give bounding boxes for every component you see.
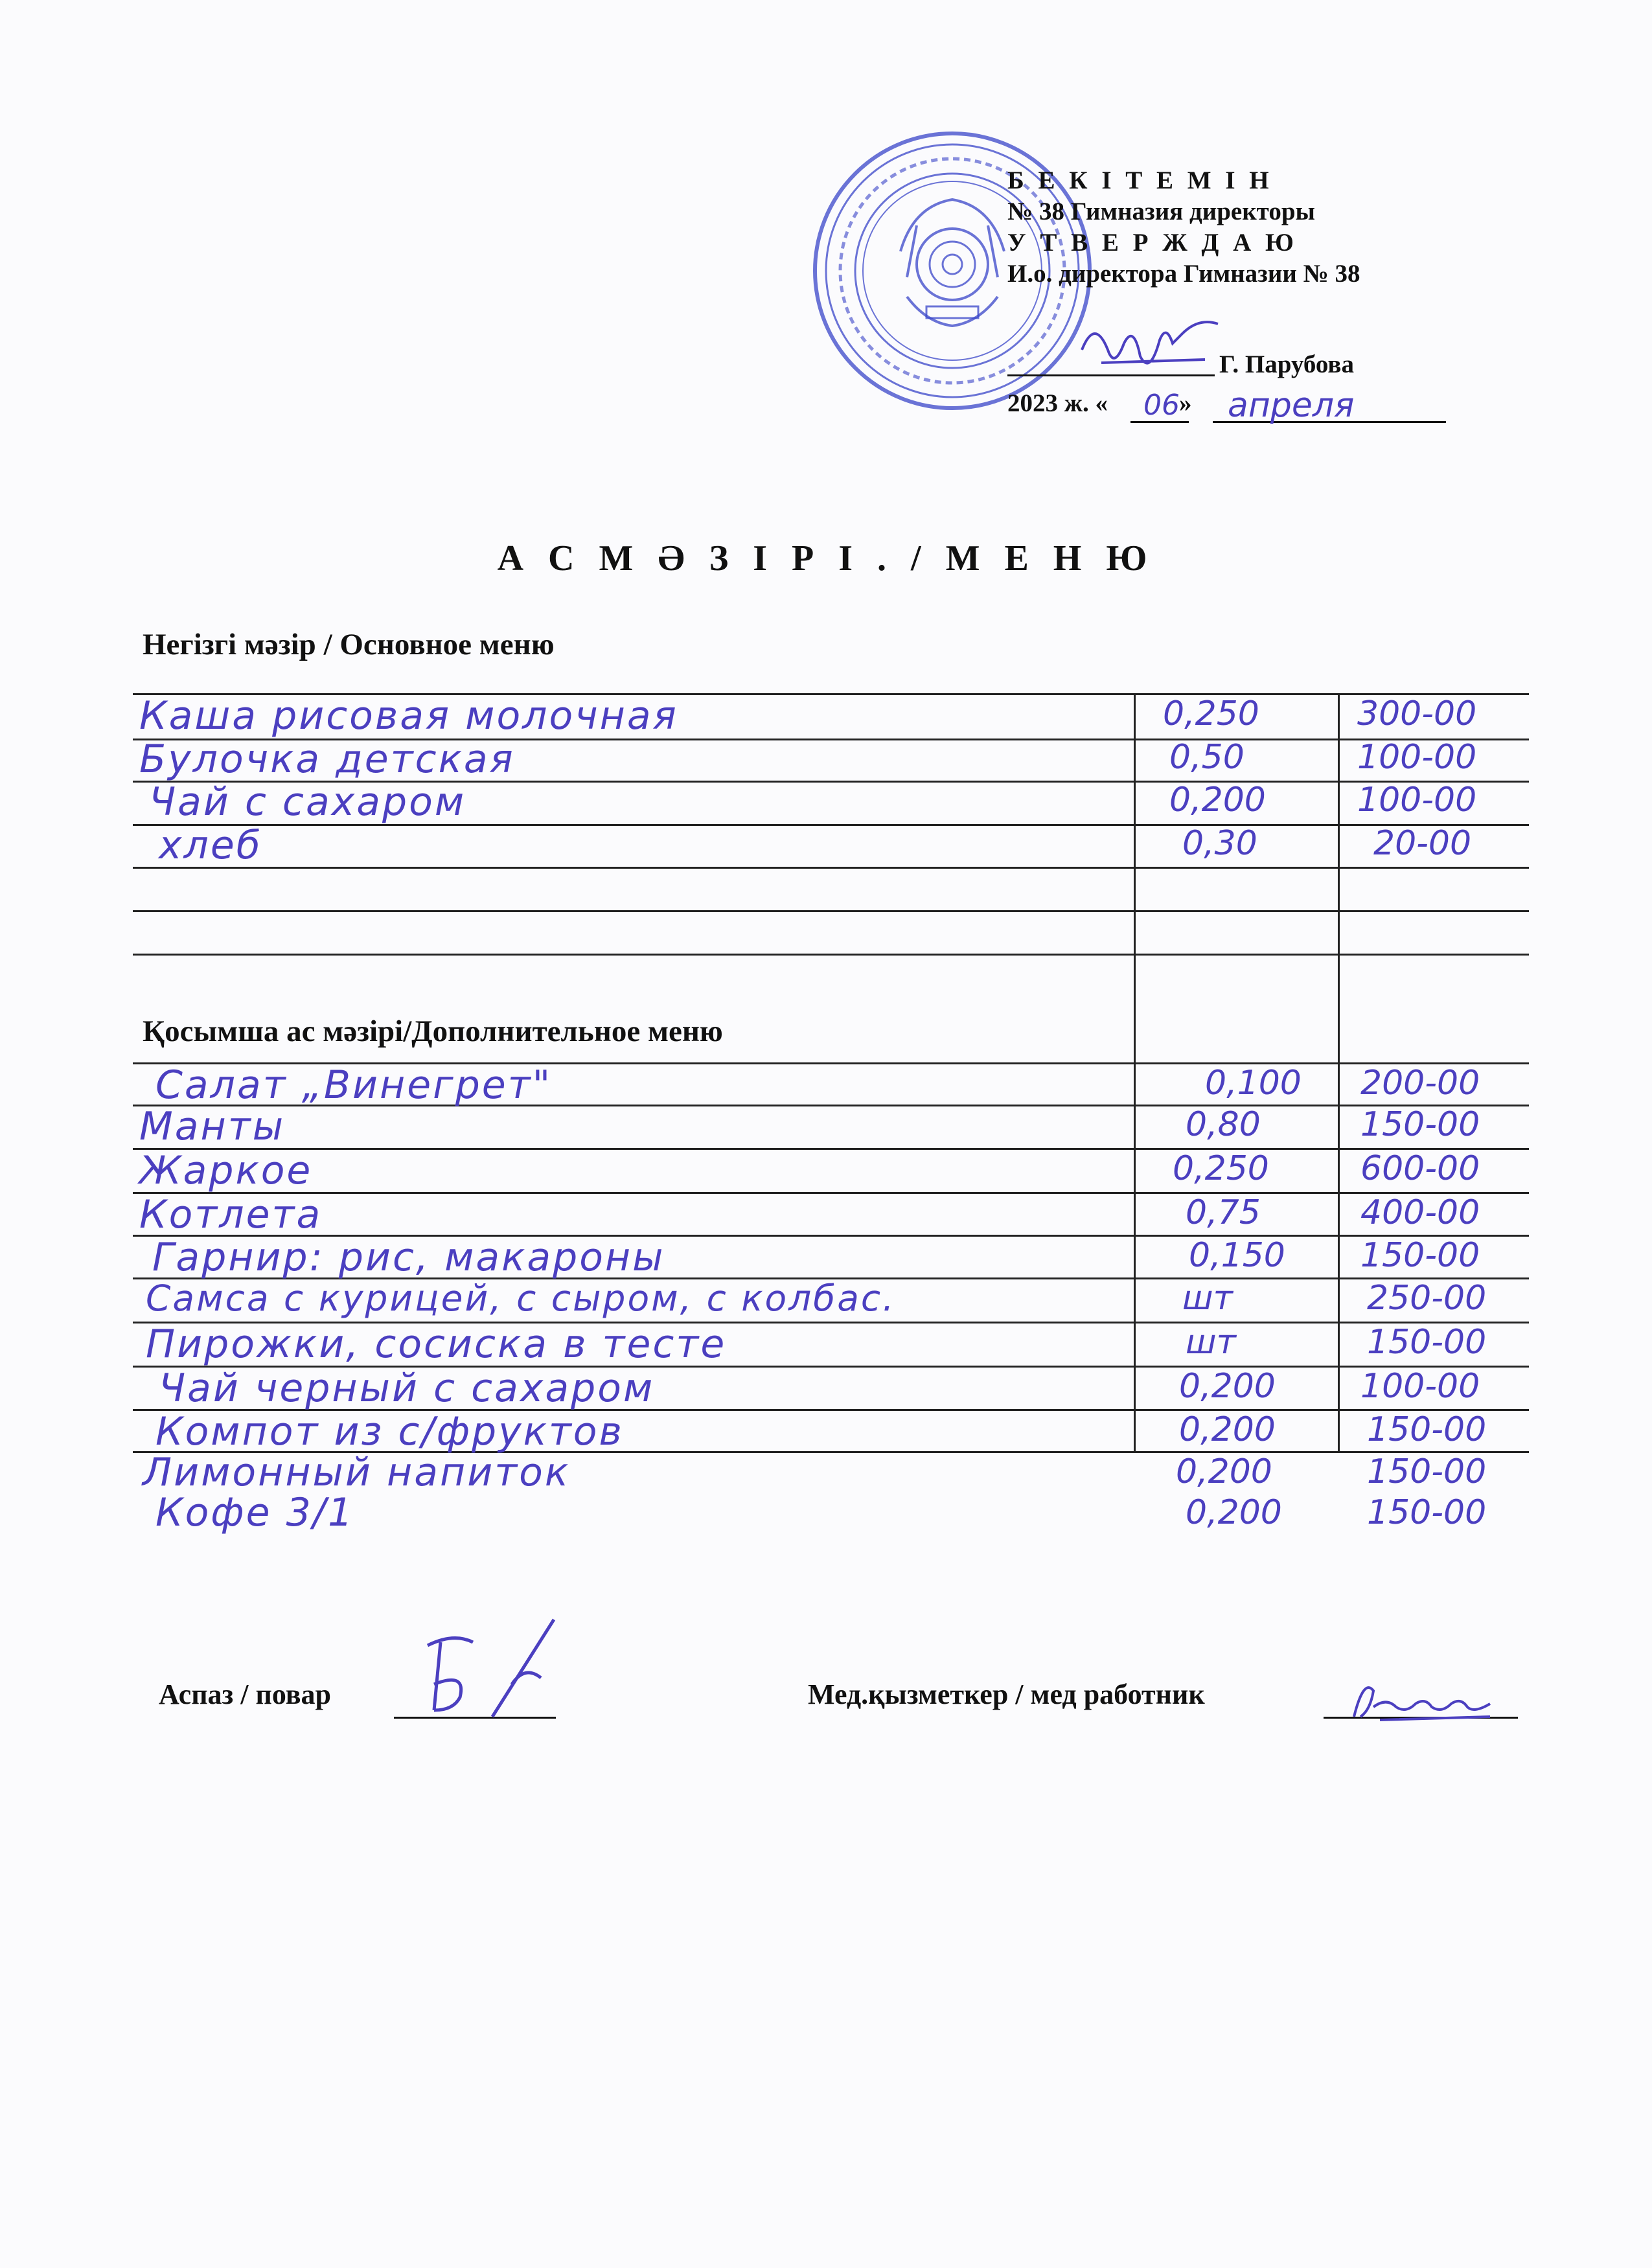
extra-menu-item-name: Лимонный напиток — [143, 1450, 571, 1495]
main-menu-item-name: Каша рисовая молочная — [139, 693, 678, 739]
main-menu-item-name: Булочка детская — [139, 737, 515, 782]
extra-menu-heading: Қосымша ас мәзірі/Дополнительное меню — [143, 1014, 723, 1048]
approval-kz-title: Б Е К І Т Е М І Н — [1007, 166, 1273, 194]
cook-signature-label: Аспаз / повар — [159, 1678, 331, 1710]
approval-ru-position: И.о. директора Гимназии № 38 — [1007, 260, 1360, 288]
main-menu-item-qty: 0,30 — [1182, 824, 1257, 863]
extra-menu-item-price: 400-00 — [1360, 1193, 1480, 1232]
extra-menu-item-qty: 0,100 — [1205, 1064, 1302, 1103]
extra-menu-item-name: Салат „Винегрет" — [155, 1062, 553, 1108]
extra-menu-item-name: Чай черный с сахаром — [159, 1366, 655, 1411]
extra-menu-item-qty: 0,80 — [1186, 1105, 1261, 1144]
extra-menu-item-name: Компот из с/фруктов — [155, 1409, 624, 1454]
extra-menu-item-name: Жаркое — [139, 1148, 313, 1193]
table-border — [133, 1192, 1529, 1194]
extra-menu-item-qty: 0,250 — [1173, 1149, 1269, 1188]
approval-kz-position: № 38 Гимназия директоры — [1007, 198, 1315, 225]
table-border — [133, 910, 1529, 912]
extra-menu-item-qty: 0,200 — [1186, 1493, 1282, 1532]
approval-date-prefix: 2023 ж. « — [1007, 389, 1108, 417]
extra-menu-item-name: Пирожки, сосиска в тесте — [146, 1322, 727, 1367]
extra-menu-item-qty: 0,200 — [1176, 1452, 1272, 1491]
approval-signature-line — [1007, 374, 1215, 376]
extra-menu-item-price: 200-00 — [1360, 1064, 1480, 1103]
extra-menu-item-qty: 0,200 — [1179, 1367, 1276, 1406]
extra-menu-item-price: 150-00 — [1367, 1452, 1487, 1491]
extra-menu-item-qty: 0,150 — [1189, 1236, 1285, 1275]
med-worker-signature-label: Мед.қызметкер / мед работник — [808, 1678, 1205, 1710]
main-menu-item-qty: 0,50 — [1169, 738, 1245, 777]
extra-menu-item-price: 150-00 — [1360, 1105, 1480, 1144]
main-menu-item-qty: 0,200 — [1169, 781, 1266, 819]
extra-menu-item-price: 100-00 — [1360, 1367, 1480, 1406]
page-title: А С М Ә З І Р І . / М Е Н Ю — [497, 538, 1155, 578]
extra-menu-item-qty: шт — [1186, 1323, 1236, 1362]
extra-menu-item-name: Котлета — [139, 1192, 323, 1237]
extra-menu-item-price: 600-00 — [1360, 1149, 1480, 1188]
main-menu-item-price: 20-00 — [1373, 824, 1472, 863]
main-menu-item-price: 100-00 — [1357, 738, 1477, 777]
approval-block — [1007, 165, 1360, 290]
cook-signature — [415, 1613, 564, 1723]
main-menu-heading: Негізгі мәзір / Основное меню — [143, 628, 555, 661]
table-border — [133, 954, 1529, 956]
main-menu-item-name: хлеб — [159, 823, 262, 868]
main-menu-item-price: 300-00 — [1357, 694, 1477, 733]
extra-menu-item-name: Гарнир: рис, макароны — [152, 1235, 665, 1280]
main-menu-item-qty: 0,250 — [1163, 694, 1259, 733]
approval-date-close: » — [1179, 389, 1192, 417]
table-border — [133, 867, 1529, 869]
table-border — [133, 1148, 1529, 1150]
extra-menu-item-name: Самса с курицей, с сыром, с колбас. — [146, 1277, 896, 1319]
approval-date-day: 06 — [1143, 389, 1180, 422]
approval-date-month: апреля — [1228, 386, 1355, 425]
approval-ru-title: У Т В Е Р Ж Д А Ю — [1007, 229, 1298, 257]
extra-menu-item-price: 150-00 — [1367, 1493, 1487, 1532]
extra-menu-item-price: 150-00 — [1367, 1410, 1487, 1449]
extra-menu-item-price: 150-00 — [1360, 1236, 1480, 1275]
extra-menu-item-qty: шт — [1182, 1279, 1233, 1318]
main-menu-item-price: 100-00 — [1357, 781, 1477, 819]
table-column-divider — [1338, 693, 1340, 1451]
extra-menu-item-qty: 0,200 — [1179, 1410, 1276, 1449]
extra-menu-item-price: 250-00 — [1367, 1279, 1487, 1318]
med-worker-signature — [1335, 1671, 1503, 1723]
main-menu-item-name: Чай с сахаром — [149, 779, 466, 825]
extra-menu-item-price: 150-00 — [1367, 1323, 1487, 1362]
extra-menu-item-name: Кофе 3/1 — [155, 1490, 355, 1535]
extra-menu-item-name: Манты — [139, 1104, 286, 1149]
table-column-divider — [1134, 693, 1136, 1451]
approval-signer-name: Г. Парубова — [1219, 350, 1354, 378]
extra-menu-item-qty: 0,75 — [1186, 1193, 1261, 1232]
